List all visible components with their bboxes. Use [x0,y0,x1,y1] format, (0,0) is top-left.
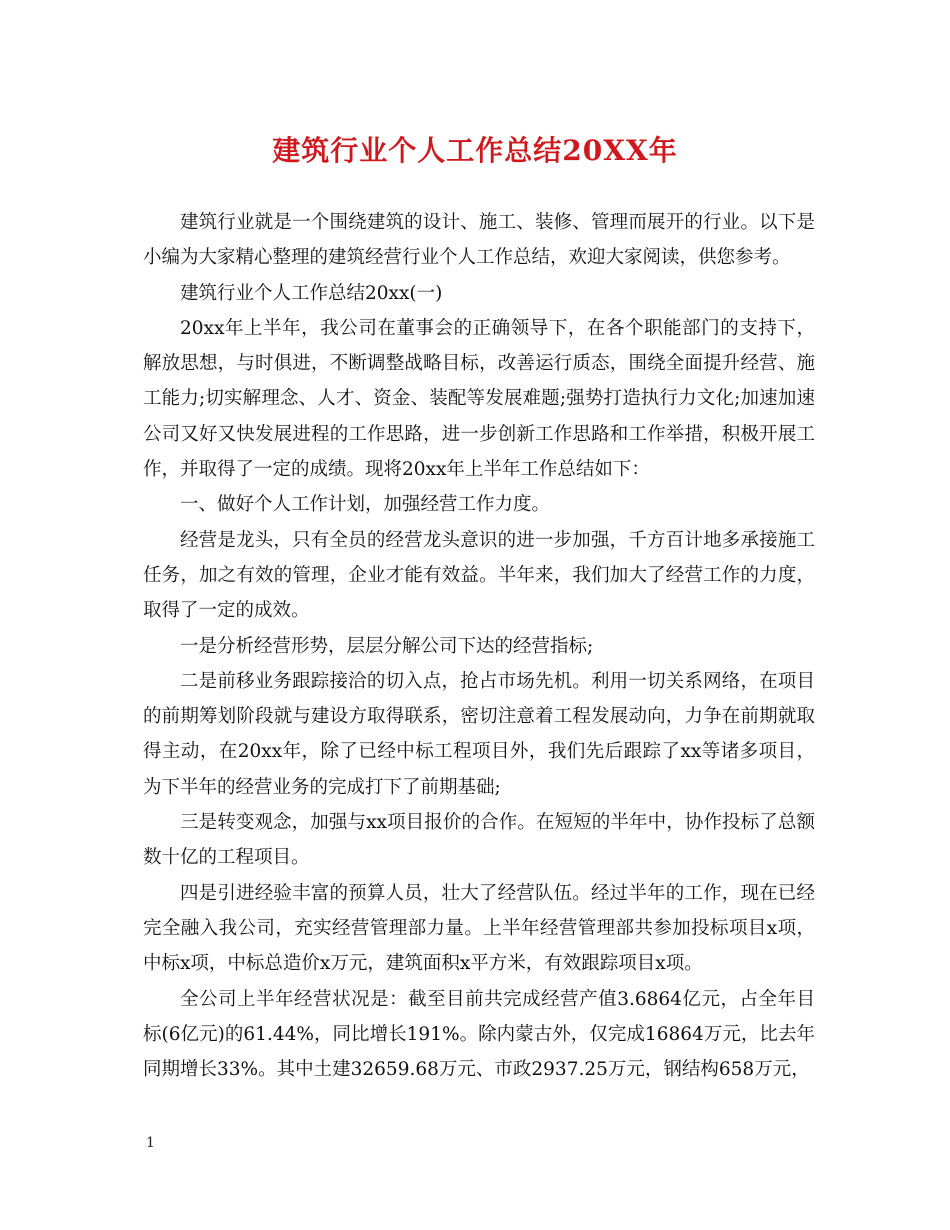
paragraph: 二是前移业务跟踪接洽的切入点，抢占市场先机。利用一切关系网络，在项目的前期筹划阶段就与建设方取得联系，密切注意着工程发展动向，力争在前期就取得主动，在20xx年，除了已经中标工程项目外，我们先后跟踪了xx等诸多项目，为下半年的经营业务的完成打下了前期基础; [143,670,815,798]
paragraph: 四是引进经验丰富的预算人员，壮大了经营队伍。经过半年的工作，现在已经完全融入我公司，充实经营管理部力量。上半年经营管理部共参加投标项目x项，中标x项，中标总造价x万元，建筑面积x平方米，有效跟踪项目x项。 [143,882,815,975]
page-number: 1 [146,1135,155,1151]
document-title: 建筑行业个人工作总结20XX年 [272,134,678,167]
document-body [143,205,815,1087]
paragraph: 一是分析经营形势，层层分解公司下达的经营指标; [180,635,594,657]
section-heading: 建筑行业个人工作总结20xx(一) [180,282,443,304]
paragraph: 三是转变观念，加强与xx项目报价的合作。在短短的半年中，协作投标了总额数十亿的工程项目。 [143,812,815,869]
subsection-heading: 一、做好个人工作计划，加强经营工作力度。 [180,494,551,516]
paragraph: 全公司上半年经营状况是：截至目前共完成经营产值3.6864亿元，占全年目标(6亿元)的61.44%，同比增长191%。除内蒙古外，仅完成16864万元，比去年同期增长33%。其中土建32659.68万元、市政2937.25万元，钢结构658万元， [143,988,815,1081]
paragraph: 20xx年上半年，我公司在董事会的正确领导下，在各个职能部门的支持下，解放思想，与时俱进，不断调整战略目标，改善运行质态，围绕全面提升经营、施工能力;切实解理念、人才、资金、装配等发展难题;强势打造执行力文化;加速加速公司又好又快发展进程的工作思路，进一步创新工作思路和工作举措，积极开展工作，并取得了一定的成绩。现将20xx年上半年工作总结如下： [143,317,815,481]
paragraph: 经营是龙头，只有全员的经营龙头意识的进一步加强，千方百计地多承接施工任务，加之有效的管理，企业才能有效益。半年来，我们加大了经营工作的力度，取得了一定的成效。 [143,529,815,622]
paragraph: 建筑行业就是一个围绕建筑的设计、施工、装修、管理而展开的行业。以下是小编为大家精心整理的建筑经营行业个人工作总结，欢迎大家阅读，供您参考。 [143,212,815,269]
